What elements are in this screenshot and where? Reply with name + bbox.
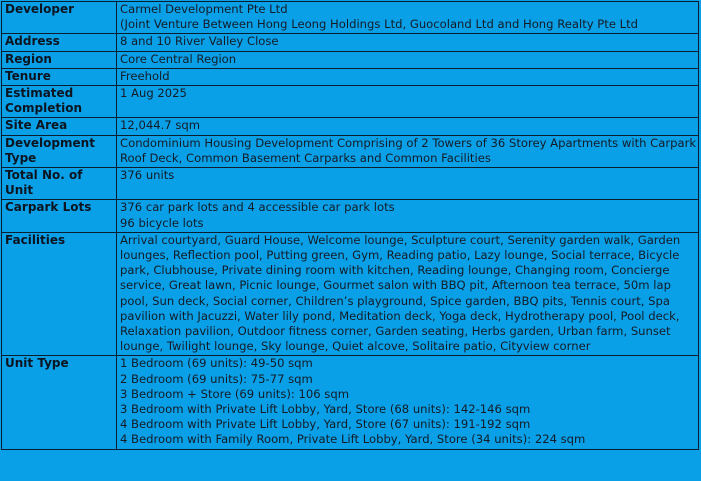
facilities-line-3: park, Clubhouse, Private dining room with kitchen, Reading lounge, Changing room, Concierge xyxy=(120,263,670,278)
carpark-line-1: 376 car park lots and 4 accessible car park lots xyxy=(120,200,395,215)
label-region: Region xyxy=(2,51,117,68)
label-development-type-line-1: Development xyxy=(5,135,95,150)
value-tenure: Freehold xyxy=(117,68,699,85)
developer-line-2: (Joint Venture Between Hong Leong Holdings Ltd, Guocoland Ltd and Hong Realty Pte Ltd xyxy=(120,17,639,32)
row-carpark xyxy=(2,200,699,232)
developer-line-1: Carmel Development Pte Ltd xyxy=(120,2,288,16)
label-developer: Developer xyxy=(2,2,117,34)
row-unit-type xyxy=(2,356,699,449)
row-developer xyxy=(2,2,699,34)
facilities-line-4: service, Great lawn, Picnic lounge, Gourmet salon with BBQ pit, Afternoon tea terrace, 50m lap xyxy=(120,278,671,293)
facilities-line-2: lounges, Reflection pool, Putting green, Gym, Reading patio, Lazy lounge, Social terrace, Bicycle xyxy=(120,248,680,263)
label-address: Address xyxy=(2,34,117,51)
facilities-line-6: pavilion with Jacuzzi, Water lily pond, Meditation deck, Yoga deck, Hydrotherapy pool, Pool deck, xyxy=(120,308,680,323)
row-completion xyxy=(2,86,699,118)
facilities-line-8: lounge, Twilight lounge, Sky lounge, Quiet alcove, Solitaire patio, Cityview corner xyxy=(120,339,591,354)
value-total-units: 376 units xyxy=(117,168,699,200)
label-development-type xyxy=(2,135,117,167)
label-tenure: Tenure xyxy=(2,68,117,85)
label-development-type-line-2: Type xyxy=(5,150,37,165)
development-type-line-2: Roof Deck, Common Basement Carparks and Common Facilities xyxy=(120,150,491,165)
row-address xyxy=(2,34,699,51)
row-region xyxy=(2,51,699,68)
development-type-line-1: Condominium Housing Development Comprising of 2 Towers of 36 Storey Apartments with Carpark xyxy=(120,135,697,150)
unit-type-line-4: 3 Bedroom with Private Lift Lobby, Yard, Store (68 units): 142-146 sqm xyxy=(120,402,531,417)
unit-type-line-3: 3 Bedroom + Store (69 units): 106 sqm xyxy=(120,386,349,401)
value-completion: 1 Aug 2025 xyxy=(117,86,699,118)
row-facilities xyxy=(2,232,699,356)
value-carpark xyxy=(117,200,699,232)
facilities-line-5: pool, Sun deck, Social corner, Children’s playground, Spice garden, BBQ pits, Tennis court, Spa xyxy=(120,293,670,308)
label-carpark: Carpark Lots xyxy=(2,200,117,232)
label-unit-type: Unit Type xyxy=(2,356,117,449)
value-region: Core Central Region xyxy=(117,51,699,68)
unit-type-line-6: 4 Bedroom with Family Room, Private Lift Lobby, Yard, Store (34 units): 224 sqm xyxy=(120,432,586,447)
label-completion-line-1: Estimated xyxy=(5,86,74,101)
label-facilities: Facilities xyxy=(2,232,117,356)
row-development-type xyxy=(2,135,699,167)
carpark-line-2: 96 bicycle lots xyxy=(120,215,204,230)
facilities-line-7: Relaxation pavilion, Outdoor fitness corner, Garden seating, Herbs garden, Urban farm, Sunset xyxy=(120,324,671,339)
facilities-line-1: Arrival courtyard, Guard House, Welcome lounge, Sculpture court, Serenity garden walk, Garden xyxy=(120,232,681,247)
value-address: 8 and 10 River Valley Close xyxy=(117,34,699,51)
value-unit-type xyxy=(117,356,699,449)
unit-type-line-1: 1 Bedroom (69 units): 49-50 sqm xyxy=(120,356,313,371)
row-site-area xyxy=(2,118,699,135)
value-developer xyxy=(117,2,699,34)
row-tenure xyxy=(2,68,699,85)
label-completion-line-2: Completion xyxy=(5,101,83,116)
label-site-area: Site Area xyxy=(2,118,117,135)
unit-type-line-2: 2 Bedroom (69 units): 75-77 sqm xyxy=(120,371,313,386)
row-total-units xyxy=(2,168,699,200)
value-development-type xyxy=(117,135,699,167)
unit-type-line-5: 4 Bedroom with Private Lift Lobby, Yard, Store (67 units): 191-192 sqm xyxy=(120,417,531,432)
project-info-table xyxy=(1,1,699,450)
label-total-units: Total No. of Unit xyxy=(2,168,117,200)
value-facilities xyxy=(117,232,699,356)
value-site-area: 12,044.7 sqm xyxy=(117,118,699,135)
label-completion xyxy=(2,86,117,118)
